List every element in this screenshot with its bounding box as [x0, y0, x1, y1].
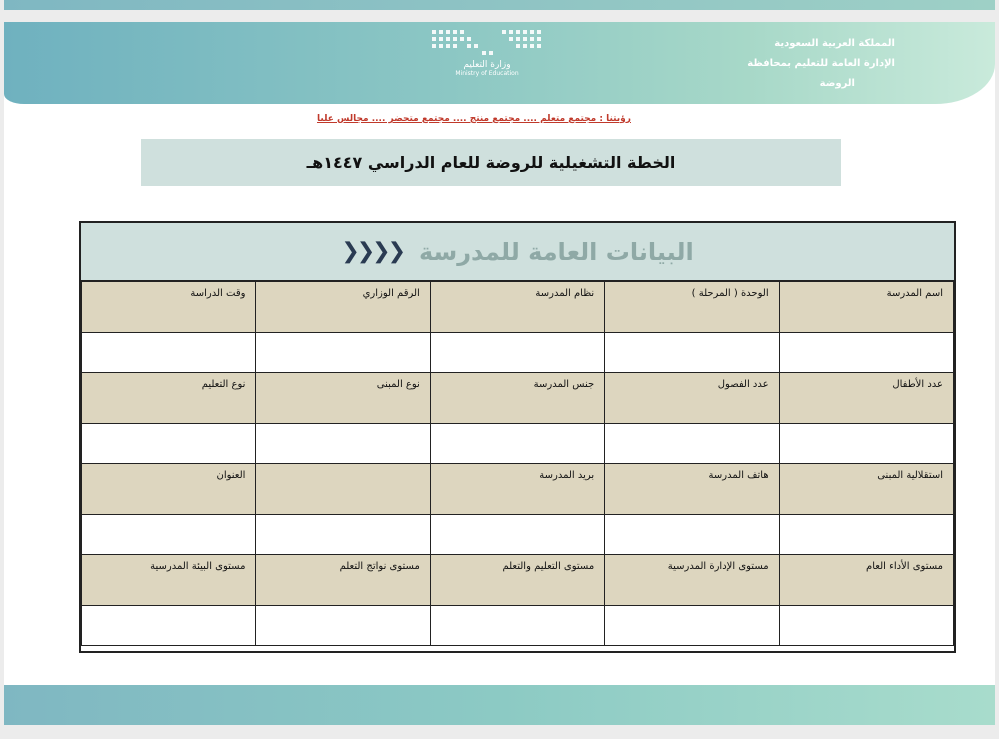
value-row	[82, 424, 954, 464]
field-label: عدد الأطفال	[779, 373, 953, 424]
field-value-cell[interactable]	[430, 333, 604, 373]
field-label: نظام المدرسة	[430, 282, 604, 333]
org-line: الإدارة العامة للتعليم بمحافظة	[747, 58, 895, 69]
value-row	[82, 333, 954, 373]
field-value-cell[interactable]	[779, 606, 953, 646]
field-value-cell[interactable]	[256, 606, 430, 646]
field-label: جنس المدرسة	[430, 373, 604, 424]
vision-note: رؤيتنا : مجتمع متعلم .... مجتمع منتج .... مجتمع متحضر .... مجالس عليا	[317, 114, 631, 124]
bottom-gap	[4, 725, 995, 739]
field-label: العنوان	[82, 464, 256, 515]
field-value-cell[interactable]	[82, 333, 256, 373]
section-title: البيانات العامة للمدرسة	[419, 237, 694, 266]
field-label: الوحدة ( المرحلة )	[605, 282, 779, 333]
top-decor-strip	[4, 0, 995, 10]
field-label: نوع المبنى	[256, 373, 430, 424]
field-value-cell[interactable]	[82, 424, 256, 464]
field-label: بريد المدرسة	[430, 464, 604, 515]
field-value-cell[interactable]	[430, 606, 604, 646]
field-label: مستوى البيئة المدرسية	[82, 555, 256, 606]
field-value-cell[interactable]	[605, 424, 779, 464]
field-label: مستوى الأداء العام	[779, 555, 953, 606]
field-value-cell[interactable]	[82, 606, 256, 646]
field-value-cell[interactable]	[779, 333, 953, 373]
field-value-cell[interactable]	[779, 424, 953, 464]
general-data-box	[79, 221, 956, 653]
ministry-logo	[412, 26, 582, 82]
field-value-cell[interactable]	[256, 333, 430, 373]
field-value-cell[interactable]	[605, 515, 779, 555]
plan-title: الخطة التشغيلية للروضة للعام الدراسي ١٤٤٧هـ	[141, 139, 841, 186]
label-row	[82, 555, 954, 606]
chevrons-icon: ❮❮❮❮	[341, 239, 404, 264]
label-row	[82, 373, 954, 424]
page-gap	[4, 10, 995, 22]
ministry-logo-text: وزارة التعليم Ministry of Education	[455, 60, 519, 77]
field-label: استقلالية المبنى	[779, 464, 953, 515]
field-value-cell[interactable]	[430, 515, 604, 555]
field-value-cell[interactable]	[256, 424, 430, 464]
label-row	[82, 282, 954, 333]
org-line: المملكة العربية السعودية	[774, 38, 895, 49]
header-band	[4, 22, 995, 104]
value-row	[82, 515, 954, 555]
org-line: الروضة	[819, 78, 855, 89]
field-value-cell[interactable]	[430, 424, 604, 464]
general-data-table	[81, 281, 954, 646]
field-label: وقت الدراسة	[82, 282, 256, 333]
value-row	[82, 606, 954, 646]
document-page	[4, 0, 995, 739]
field-value-cell[interactable]	[256, 515, 430, 555]
field-value-cell[interactable]	[605, 333, 779, 373]
field-value-cell[interactable]	[82, 515, 256, 555]
ministry-logo-dots-icon	[412, 26, 562, 60]
field-label: نوع التعليم	[82, 373, 256, 424]
section-header	[81, 223, 954, 281]
field-label: الرقم الوزاري	[256, 282, 430, 333]
field-label: مستوى التعليم والتعلم	[430, 555, 604, 606]
field-label: عدد الفصول	[605, 373, 779, 424]
label-row	[82, 464, 954, 515]
field-value-cell[interactable]	[605, 606, 779, 646]
field-label: هاتف المدرسة	[605, 464, 779, 515]
field-label: اسم المدرسة	[779, 282, 953, 333]
field-label: مستوى نواتج التعلم	[256, 555, 430, 606]
org-name-block	[725, 34, 895, 94]
footer-band	[4, 685, 995, 725]
field-label	[256, 464, 430, 515]
field-label: مستوى الإدارة المدرسية	[605, 555, 779, 606]
field-value-cell[interactable]	[779, 515, 953, 555]
